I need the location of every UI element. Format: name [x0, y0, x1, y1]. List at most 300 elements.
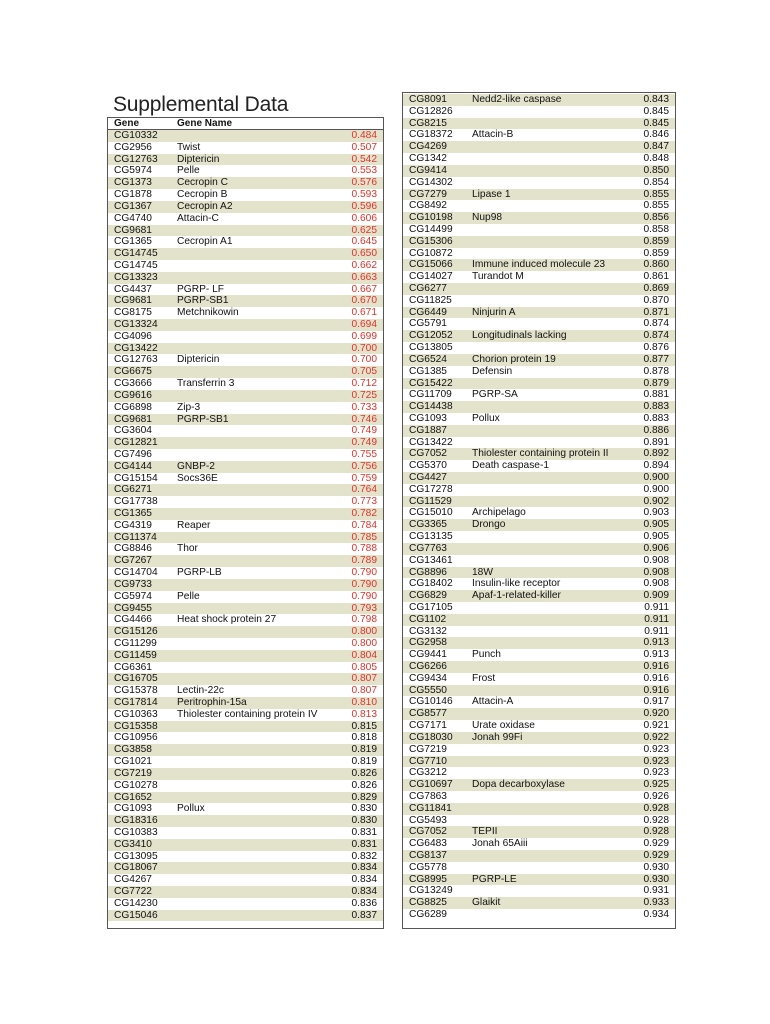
gene-cell: CG7219: [114, 767, 152, 779]
table-row: [403, 318, 675, 330]
score-cell: 0.832: [351, 850, 377, 862]
gene-name-cell: 18W: [472, 566, 493, 578]
table-row: [403, 732, 675, 744]
score-cell: 0.662: [351, 259, 377, 271]
score-cell: 0.813: [351, 708, 377, 720]
score-cell: 0.869: [643, 283, 669, 294]
table-row: [108, 662, 383, 674]
gene-name-cell: GNBP-2: [177, 460, 215, 472]
table-row: [403, 378, 675, 390]
gene-name-cell: Twist: [177, 141, 201, 153]
gene-cell: CG3212: [409, 767, 447, 779]
gene-cell: CG6266: [409, 661, 447, 672]
table-row: [403, 874, 675, 886]
table-row: [403, 850, 675, 862]
score-cell: 0.859: [643, 247, 669, 259]
gene-cell: CG7710: [409, 755, 447, 767]
table-row: [108, 461, 383, 473]
gene-cell: CG1365: [114, 236, 152, 248]
table-row: [108, 307, 383, 319]
gene-cell: CG2956: [114, 141, 152, 153]
table-row: [403, 248, 675, 260]
score-cell: 0.911: [644, 613, 669, 625]
table-row: [403, 118, 675, 130]
table-row: [108, 177, 383, 189]
table-row: [108, 591, 383, 603]
gene-name-cell: Thiolester containing protein IV: [177, 708, 318, 720]
table-row: [108, 260, 383, 272]
gene-cell: CG1342: [409, 153, 447, 165]
score-cell: 0.705: [351, 366, 377, 378]
table-row: [403, 212, 675, 224]
table-row: [108, 732, 383, 744]
table-row: [403, 425, 675, 437]
gene-name-cell: Turandot M: [472, 271, 524, 283]
gene-name-cell: Longitudinals lacking: [472, 330, 567, 342]
score-cell: 0.902: [643, 495, 669, 507]
score-cell: 0.830: [351, 803, 377, 815]
gene-name-cell: Attacin-B: [472, 129, 514, 141]
table-row: [403, 330, 675, 342]
score-cell: 0.670: [351, 295, 377, 307]
gene-cell: CG18067: [114, 862, 158, 874]
gene-cell: CG8175: [114, 307, 152, 319]
table-row: [108, 284, 383, 296]
table-row: [403, 543, 675, 555]
gene-cell: CG13805: [409, 342, 453, 354]
gene-cell: CG3410: [114, 838, 152, 850]
score-cell: 0.834: [351, 886, 377, 897]
gene-cell: CG8492: [409, 200, 447, 212]
table-row: [108, 815, 383, 827]
table-row: [108, 650, 383, 662]
gene-cell: CG8896: [409, 566, 447, 578]
gene-cell: CG5550: [409, 684, 447, 696]
score-cell: 0.923: [643, 743, 669, 755]
table-row: [403, 862, 675, 874]
table-row: [108, 744, 383, 756]
table-row: [403, 626, 675, 638]
table-row: [403, 224, 675, 236]
gene-cell: CG1093: [114, 803, 152, 815]
gene-cell: CG6271: [114, 484, 152, 496]
table-row: [108, 449, 383, 461]
table-row: [108, 295, 383, 307]
table-row: [403, 496, 675, 508]
table-row: [108, 555, 383, 567]
score-cell: 0.790: [351, 590, 377, 602]
gene-cell: CG14230: [114, 897, 158, 909]
gene-cell: CG10332: [114, 130, 158, 141]
score-cell: 0.818: [351, 732, 377, 744]
gene-name-cell: Defensin: [472, 365, 513, 377]
gene-name-cell: PGRP-LB: [177, 567, 222, 579]
gene-cell: CG1093: [409, 412, 447, 424]
gene-cell: CG9434: [409, 672, 447, 684]
gene-name-cell: Jonah 65Aiii: [472, 838, 528, 850]
gene-cell: CG1367: [114, 200, 152, 212]
table-row: [108, 626, 383, 638]
gene-cell: CG14027: [409, 271, 453, 283]
gene-cell: CG17814: [114, 697, 158, 708]
gene-cell: CG7219: [409, 743, 447, 755]
gene-cell: CG1878: [114, 189, 152, 201]
score-cell: 0.913: [643, 637, 669, 649]
table-row: [108, 236, 383, 248]
gene-cell: CG6449: [409, 306, 447, 318]
score-cell: 0.645: [351, 236, 377, 248]
score-cell: 0.755: [351, 448, 377, 460]
score-cell: 0.784: [351, 519, 377, 531]
table-row: [403, 909, 675, 921]
gene-cell: CG13461: [409, 554, 453, 566]
score-cell: 0.507: [351, 141, 377, 153]
score-cell: 0.925: [643, 779, 669, 791]
gene-cell: CG3365: [409, 519, 447, 531]
gene-cell: CG13135: [409, 531, 453, 543]
table-row: [403, 200, 675, 212]
gene-cell: CG15066: [409, 259, 453, 271]
score-cell: 0.694: [351, 319, 377, 330]
score-cell: 0.837: [351, 909, 377, 921]
gene-name-cell: Lectin-22c: [177, 685, 225, 697]
table-row: [108, 768, 383, 780]
table-row: [403, 696, 675, 708]
table-row: [403, 567, 675, 579]
table-row: [403, 413, 675, 425]
gene-name-cell: Nedd2-like caspase: [472, 94, 562, 105]
score-cell: 0.908: [643, 554, 669, 566]
table-row: [108, 803, 383, 815]
score-cell: 0.764: [351, 484, 377, 496]
gene-cell: CG10146: [409, 696, 453, 708]
gene-cell: CG6289: [409, 909, 447, 921]
table-row: [403, 141, 675, 153]
score-cell: 0.883: [643, 401, 669, 413]
score-cell: 0.733: [351, 401, 377, 413]
score-cell: 0.923: [643, 755, 669, 767]
score-cell: 0.815: [351, 720, 377, 732]
gene-name-cell: Cecropin A2: [177, 200, 233, 212]
gene-cell: CG11299: [114, 637, 157, 649]
gene-name-cell: Reaper: [177, 519, 211, 531]
table-row: [403, 673, 675, 685]
score-cell: 0.860: [643, 259, 669, 271]
gene-cell: CG18372: [409, 129, 453, 141]
gene-cell: CG4740: [114, 212, 152, 224]
right-gene-table: [402, 92, 676, 929]
table-row: [108, 319, 383, 331]
gene-cell: CG8995: [409, 873, 447, 885]
page-title: Supplemental Data: [113, 93, 289, 116]
score-cell: 0.917: [643, 696, 669, 708]
score-cell: 0.831: [351, 826, 377, 838]
score-cell: 0.819: [351, 744, 377, 756]
gene-cell: CG13422: [409, 436, 453, 448]
gene-cell: CG14704: [114, 567, 158, 579]
table-row: [108, 354, 383, 366]
table-row: [403, 555, 675, 567]
gene-name-cell: Drongo: [472, 519, 506, 531]
gene-cell: CG14302: [409, 176, 453, 188]
table-row: [108, 567, 383, 579]
table-row: [403, 779, 675, 791]
gene-cell: CG7052: [409, 826, 447, 838]
score-cell: 0.879: [643, 377, 669, 389]
table-row: [108, 603, 383, 615]
gene-cell: CG3132: [409, 625, 447, 637]
score-cell: 0.593: [351, 189, 377, 201]
gene-cell: CG15154: [114, 472, 158, 484]
table-row: [108, 142, 383, 154]
gene-cell: CG11709: [409, 389, 452, 401]
score-cell: 0.831: [351, 838, 377, 850]
score-cell: 0.850: [643, 164, 669, 176]
table-header: [108, 118, 383, 130]
gene-cell: CG15378: [114, 685, 158, 697]
gene-cell: CG15010: [409, 507, 453, 519]
gene-name-column-header: Gene Name: [177, 118, 233, 129]
gene-cell: CG1385: [409, 365, 447, 377]
table-row: [403, 177, 675, 189]
table-row: [108, 272, 383, 284]
score-cell: 0.905: [643, 531, 669, 543]
score-cell: 0.921: [643, 720, 669, 732]
table-row: [403, 649, 675, 661]
table-row: [108, 874, 383, 886]
score-cell: 0.785: [351, 531, 377, 543]
table-row: [403, 94, 675, 106]
gene-name-cell: PGRP-SB1: [177, 295, 229, 307]
table-row: [403, 531, 675, 543]
gene-cell: CG6675: [114, 366, 152, 378]
score-cell: 0.922: [643, 731, 669, 743]
score-cell: 0.819: [351, 756, 377, 768]
gene-cell: CG18316: [114, 815, 158, 827]
gene-cell: CG10363: [114, 708, 158, 720]
table-row: [403, 129, 675, 141]
gene-name-cell: Pelle: [177, 165, 200, 177]
score-cell: 0.826: [351, 779, 377, 791]
gene-cell: CG6277: [409, 283, 447, 294]
score-cell: 0.700: [351, 342, 377, 354]
score-cell: 0.920: [643, 708, 669, 720]
table-row: [403, 756, 675, 768]
gene-name-cell: Cecropin B: [177, 189, 228, 201]
table-row: [403, 637, 675, 649]
score-cell: 0.790: [351, 567, 377, 579]
gene-name-cell: PGRP-LE: [472, 873, 517, 885]
gene-cell: CG5974: [114, 165, 152, 177]
table-row: [108, 496, 383, 508]
gene-cell: CG4319: [114, 519, 152, 531]
score-cell: 0.900: [643, 483, 669, 495]
table-row: [403, 307, 675, 319]
gene-cell: CG7763: [409, 542, 447, 554]
gene-cell: CG11841: [409, 802, 452, 814]
score-cell: 0.861: [643, 271, 669, 283]
table-row: [403, 437, 675, 449]
table-row: [108, 343, 383, 355]
table-row: [108, 390, 383, 402]
table-row: [108, 248, 383, 260]
gene-cell: CG7496: [114, 448, 152, 460]
table-row: [403, 815, 675, 827]
gene-cell: CG14438: [409, 401, 453, 413]
gene-cell: CG13324: [114, 319, 158, 330]
table-row: [403, 590, 675, 602]
gene-name-cell: Death caspase-1: [472, 460, 550, 472]
gene-name-cell: Metchnikowin: [177, 307, 239, 319]
gene-cell: CG4427: [409, 472, 447, 483]
table-row: [108, 862, 383, 874]
table-row: [403, 602, 675, 614]
score-cell: 0.834: [351, 874, 377, 886]
gene-name-cell: TEPII: [472, 826, 498, 838]
table-row: [403, 401, 675, 413]
gene-cell: CG6483: [409, 838, 447, 850]
gene-cell: CG18402: [409, 578, 453, 590]
gene-cell: CG6524: [409, 353, 447, 365]
score-cell: 0.909: [643, 590, 669, 602]
gene-name-cell: Ninjurin A: [472, 306, 516, 318]
score-cell: 0.878: [643, 365, 669, 377]
gene-cell: CG10956: [114, 732, 158, 744]
table-row: [403, 283, 675, 295]
gene-name-cell: Pollux: [472, 412, 500, 424]
score-cell: 0.894: [643, 460, 669, 472]
score-cell: 0.756: [351, 460, 377, 472]
score-cell: 0.845: [643, 105, 669, 117]
table-row: [403, 838, 675, 850]
gene-cell: CG3858: [114, 744, 152, 756]
score-cell: 0.911: [644, 625, 669, 637]
table-row: [403, 708, 675, 720]
gene-cell: CG8137: [409, 850, 447, 861]
gene-name-cell: Transferrin 3: [177, 378, 235, 390]
table-row: [403, 189, 675, 201]
score-cell: 0.773: [351, 496, 377, 508]
score-cell: 0.829: [351, 791, 377, 803]
gene-cell: CG12763: [114, 354, 158, 366]
score-cell: 0.881: [643, 389, 669, 401]
score-cell: 0.874: [643, 330, 669, 342]
gene-name-cell: Frost: [472, 672, 496, 684]
score-cell: 0.906: [643, 542, 669, 554]
gene-cell: CG1021: [114, 756, 152, 768]
table-row: [108, 425, 383, 437]
gene-cell: CG8091: [409, 94, 447, 105]
score-cell: 0.930: [643, 861, 669, 873]
gene-cell: CG7722: [114, 886, 152, 897]
table-row: [108, 721, 383, 733]
gene-cell: CG15306: [409, 235, 453, 247]
score-cell: 0.916: [643, 672, 669, 684]
score-cell: 0.855: [643, 188, 669, 200]
score-cell: 0.911: [644, 601, 669, 613]
gene-cell: CG1102: [409, 613, 447, 625]
table-row: [108, 130, 383, 142]
score-cell: 0.928: [643, 802, 669, 814]
table-row: [403, 295, 675, 307]
score-cell: 0.725: [351, 389, 377, 401]
table-row: [403, 236, 675, 248]
score-cell: 0.913: [643, 649, 669, 661]
score-cell: 0.845: [643, 117, 669, 129]
gene-name-cell: Immune induced molecule 23: [472, 259, 606, 271]
gene-cell: CG1365: [114, 508, 152, 519]
gene-name-cell: Heat shock protein 27: [177, 614, 277, 626]
gene-name-cell: Socs36E: [177, 472, 218, 484]
score-cell: 0.807: [351, 673, 377, 685]
gene-name-cell: Thor: [177, 543, 198, 555]
score-cell: 0.891: [643, 436, 669, 448]
table-row: [403, 460, 675, 472]
score-cell: 0.836: [351, 897, 377, 909]
table-row: [108, 437, 383, 449]
score-cell: 0.800: [351, 637, 377, 649]
table-row: [108, 201, 383, 213]
gene-name-cell: Urate oxidase: [472, 720, 535, 732]
table-row: [108, 673, 383, 685]
table-row: [108, 579, 383, 591]
gene-name-cell: Chorion protein 19: [472, 353, 556, 365]
gene-cell: CG9681: [114, 295, 152, 307]
table-row: [403, 614, 675, 626]
score-cell: 0.929: [643, 850, 669, 861]
score-cell: 0.846: [643, 129, 669, 141]
table-row: [403, 519, 675, 531]
score-cell: 0.804: [351, 649, 377, 661]
table-row: [403, 791, 675, 803]
score-cell: 0.934: [643, 909, 669, 921]
score-cell: 0.790: [351, 578, 377, 590]
table-row: [108, 225, 383, 237]
score-cell: 0.905: [643, 519, 669, 531]
table-row: [108, 508, 383, 520]
gene-cell: CG12821: [114, 437, 158, 449]
gene-name-cell: Nup98: [472, 212, 503, 224]
table-row: [403, 767, 675, 779]
table-row: [403, 826, 675, 838]
gene-cell: CG13422: [114, 342, 158, 354]
score-cell: 0.663: [351, 271, 377, 283]
gene-name-cell: Attacin-C: [177, 212, 219, 224]
gene-cell: CG15046: [114, 909, 158, 921]
score-cell: 0.908: [643, 578, 669, 590]
gene-cell: CG15126: [114, 626, 158, 638]
table-row: [403, 720, 675, 732]
gene-cell: CG5370: [409, 460, 447, 472]
table-row: [403, 484, 675, 496]
table-body: [108, 130, 383, 921]
gene-name-cell: Lipase 1: [472, 188, 511, 200]
gene-cell: CG7171: [409, 720, 447, 732]
gene-cell: CG9681: [114, 224, 152, 236]
score-cell: 0.876: [643, 342, 669, 354]
table-row: [403, 354, 675, 366]
gene-cell: CG4096: [114, 330, 152, 342]
table-row: [403, 259, 675, 271]
table-row: [403, 106, 675, 118]
score-cell: 0.782: [351, 508, 377, 519]
score-cell: 0.892: [643, 448, 669, 460]
gene-name-cell: Zip-3: [177, 401, 201, 413]
gene-cell: CG4466: [114, 614, 152, 626]
score-cell: 0.854: [643, 176, 669, 188]
gene-cell: CG8825: [409, 897, 447, 909]
gene-name-cell: Diptericin: [177, 354, 220, 366]
